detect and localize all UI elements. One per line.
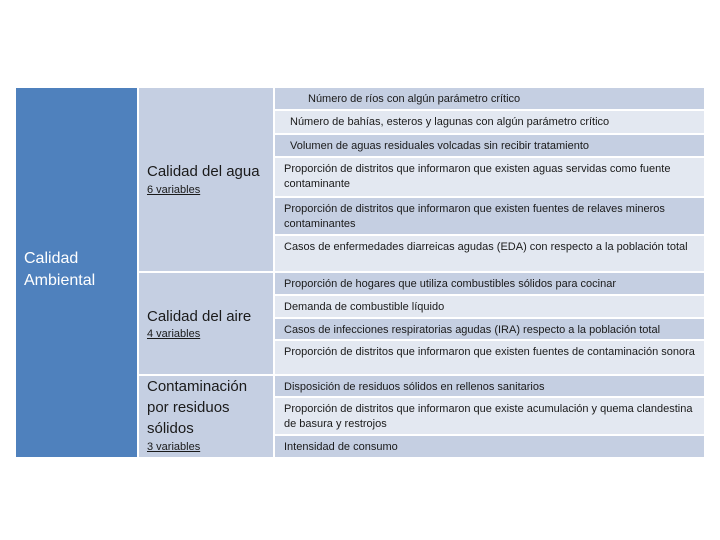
indicator-row (275, 158, 704, 196)
indicator-row (275, 135, 704, 156)
indicator-text: Número de ríos con algún parámetro crítico (308, 93, 521, 105)
indicator-text: Intensidad de consumo (284, 441, 398, 453)
indicator-row (275, 296, 704, 317)
indicator-text: Volumen de aguas residuales volcadas sin recibir tratamiento (290, 140, 589, 152)
subcategory-count: 3 variables (147, 441, 201, 453)
indicator-text: Casos de infecciones respiratorias agudas (IRA) respecto a la población total (284, 324, 661, 336)
indicator-text: Número de bahías, esteros y lagunas con algún parámetro crítico (290, 116, 610, 128)
indicator-row (275, 319, 704, 339)
indicator-text: Proporción de distritos que informaron que existen aguas servidas como fuente contaminante (284, 163, 671, 190)
main-category-label: Calidad Ambiental (24, 250, 96, 289)
indicator-row (275, 88, 704, 109)
subcategory-title: Calidad del agua (147, 163, 260, 180)
main-category-cell (16, 88, 137, 457)
subcategory-count: 6 variables (147, 184, 201, 196)
indicator-row (275, 236, 704, 271)
subcategory-solid-waste (139, 376, 273, 457)
indicator-row (275, 273, 704, 294)
indicator-text: Proporción de distritos que informaron que existen fuentes de relaves mineros contaminantes (284, 203, 665, 230)
indicator-text: Casos de enfermedades diarreicas agudas (EDA) con respecto a la población total (284, 241, 688, 253)
indicator-text: Proporción de distritos que informaron que existen fuentes de contaminación sonora (284, 346, 695, 358)
indicator-text: Disposición de residuos sólidos en rellenos sanitarios (284, 381, 545, 393)
subcategory-title: Contaminación por residuos sólidos (147, 378, 248, 437)
indicator-row (275, 398, 704, 434)
indicator-row (275, 111, 704, 133)
indicator-row (275, 341, 704, 374)
indicator-table (16, 88, 704, 457)
subcategory-title: Calidad del aire (147, 308, 252, 325)
indicator-row (275, 376, 704, 396)
indicator-text: Proporción de distritos que informaron que existe acumulación y quema clandestina de basura y restrojos (284, 403, 693, 430)
subcategory-count: 4 variables (147, 328, 201, 340)
indicator-row (275, 436, 704, 457)
subcategory-water (139, 88, 273, 271)
indicator-row (275, 198, 704, 234)
subcategory-air (139, 273, 273, 374)
indicator-text: Proporción de hogares que utiliza combustibles sólidos para cocinar (284, 278, 617, 290)
indicator-text: Demanda de combustible líquido (284, 301, 445, 313)
